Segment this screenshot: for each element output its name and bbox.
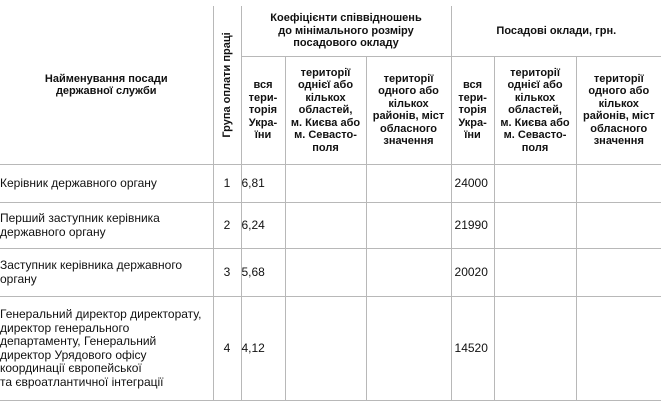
text-line: директор Урядового офісу (0, 347, 147, 362)
salary-all-cell: 24000 (451, 165, 494, 203)
text-line: Генеральний директор директорату, (0, 307, 202, 321)
subheader-coef-regions (285, 56, 366, 164)
table-row (0, 297, 661, 401)
salary-table (0, 6, 661, 401)
salaries-header: Посадові оклади, грн. (451, 6, 661, 56)
text-line: території (593, 72, 644, 85)
text-line: кількох (305, 91, 346, 104)
text-line: території (510, 66, 560, 79)
text-line: однієї або (507, 79, 563, 92)
text-line: кількох (388, 97, 429, 110)
text-line: кількох (598, 97, 639, 110)
text-line: одного або (378, 85, 439, 98)
text-line: обласного (590, 122, 648, 135)
pay-group-cell: 2 (213, 203, 241, 249)
subheader-coef-districts (366, 56, 451, 164)
text-line: їни (254, 129, 272, 142)
coef-district-cell (366, 165, 451, 203)
salary-district-cell (576, 297, 661, 401)
coef-all-cell: 5,68 (241, 249, 285, 297)
coef-region-cell (285, 165, 366, 203)
pay-group-header: Група оплати праці (213, 6, 241, 165)
coef-all-cell: 4,12 (241, 297, 285, 401)
salary-region-cell (494, 165, 576, 203)
position-name-cell (0, 203, 213, 249)
text-line: території (383, 72, 434, 85)
text-line: значення (593, 135, 644, 148)
text-line: поля (312, 141, 339, 154)
text-line: департаменту, Генеральний (0, 334, 157, 348)
salary-district-cell (576, 203, 661, 249)
text-line: та євроатлантичної інтеграції (0, 374, 164, 389)
salary-all-cell: 20020 (451, 249, 494, 297)
text-line: районів, міст (582, 110, 655, 123)
text-line: поля (521, 141, 549, 154)
text-line: Заступник керівника державного (0, 258, 183, 272)
position-name-cell (0, 249, 213, 297)
subheader-salary-regions (494, 56, 576, 164)
text-line: кількох (514, 91, 556, 104)
salary-region-cell (494, 249, 576, 297)
text-line: м. Києва або (500, 116, 570, 129)
text-line: вся (253, 79, 273, 92)
coef-district-cell (366, 249, 451, 297)
text-line: Укра- (248, 116, 278, 129)
subheader-salary-all-ukraine (451, 56, 494, 164)
text-line: Перший заступник керівника (0, 211, 160, 225)
coef-all-cell: 6,81 (241, 165, 285, 203)
position-name-cell (0, 165, 213, 203)
position-name-cell (0, 297, 213, 401)
text-line: їни (464, 129, 481, 142)
subheader-salary-districts (576, 56, 661, 164)
table-row (0, 249, 661, 297)
text-line: державного органу (0, 224, 106, 239)
table-row (0, 165, 661, 203)
salary-all-cell: 21990 (451, 203, 494, 249)
table-row (0, 203, 661, 249)
coef-region-cell (285, 297, 366, 401)
text-line: тери- (248, 91, 278, 104)
text-line: однієї або (297, 79, 354, 92)
pay-group-cell: 1 (213, 165, 241, 203)
pay-group-cell: 3 (213, 249, 241, 297)
text-line: координації європейської (0, 361, 142, 375)
coef-region-cell (285, 203, 366, 249)
coef-all-cell: 6,24 (241, 203, 285, 249)
coefficients-header: Коефіцієнти співвідношень до мінімального розміру посадового окладу (241, 6, 451, 56)
pay-group-cell: 4 (213, 297, 241, 401)
text-line: м. Севасто- (294, 129, 357, 142)
text-line: районів, міст (372, 110, 445, 123)
text-line: Укра- (458, 116, 487, 129)
text-line: м. Севасто- (503, 129, 567, 142)
text-line: м. Києва або (290, 116, 361, 129)
text-line: областей, (508, 104, 562, 117)
text-line: органу (0, 271, 37, 286)
text-line: торія (458, 104, 487, 117)
text-line: Керівник державного органу (0, 175, 157, 190)
text-line: території (300, 66, 351, 79)
subheader-coef-all-ukraine (241, 56, 285, 164)
text-line: обласного (380, 122, 437, 135)
text-line: одного або (588, 85, 650, 98)
coef-district-cell (366, 297, 451, 401)
coef-region-cell (285, 249, 366, 297)
text-line: значення (383, 135, 434, 148)
coef-district-cell (366, 203, 451, 249)
text-line: директор генерального (0, 320, 130, 335)
salary-all-cell: 14520 (451, 297, 494, 401)
text-line: тери- (458, 91, 487, 104)
salary-region-cell (494, 297, 576, 401)
salary-district-cell (576, 249, 661, 297)
salary-region-cell (494, 203, 576, 249)
position-name-header: Найменування посади державної служби (0, 6, 213, 165)
text-line: торія (248, 104, 278, 117)
text-line: областей, (298, 104, 353, 117)
text-line: вся (463, 79, 483, 92)
salary-district-cell (576, 165, 661, 203)
